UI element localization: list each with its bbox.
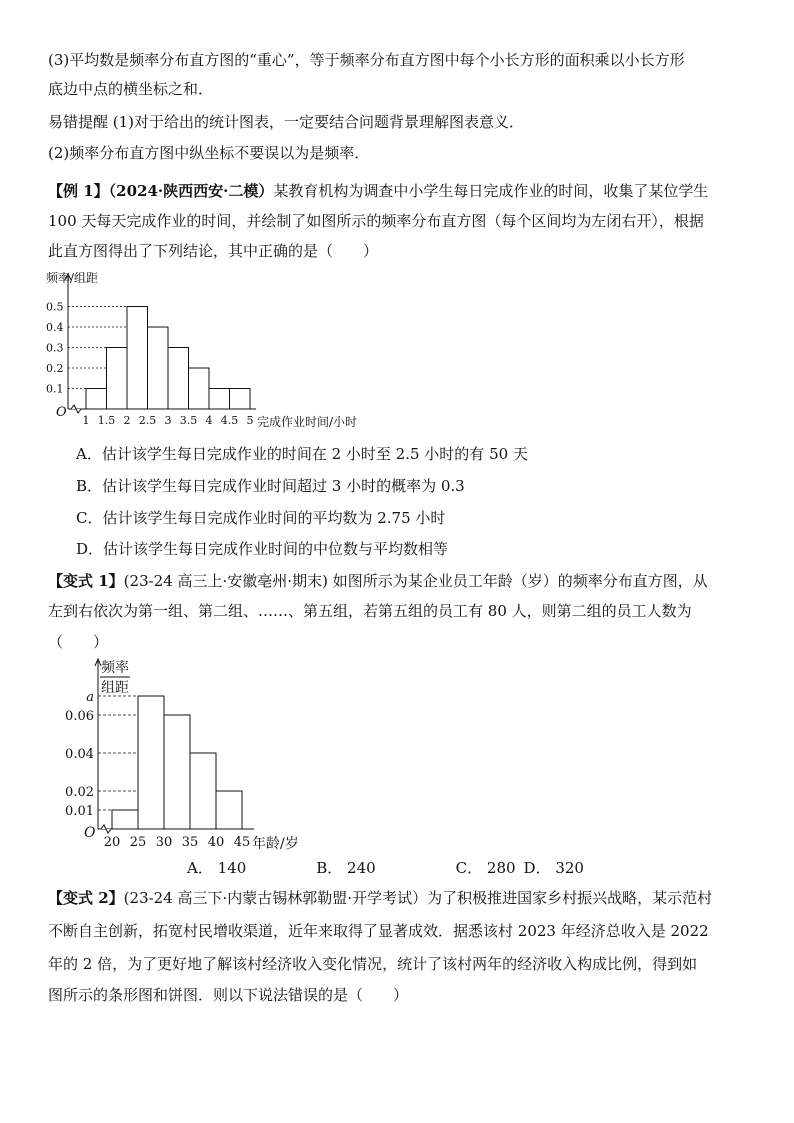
bar-1	[107, 348, 128, 410]
bar-2	[164, 715, 190, 829]
bar-3	[148, 327, 169, 409]
x-tick-label-5: 45	[233, 835, 251, 850]
bar-4	[168, 348, 189, 410]
y-tick-label-1: 0.2	[46, 362, 64, 375]
example1-line-3: 此直方图得出了下列结论，其中正确的是（ ）	[48, 242, 379, 260]
x-tick-label-8: 5	[246, 414, 254, 427]
y-axis-label-numerator: 频率	[101, 660, 129, 676]
variant1-options	[187, 858, 584, 878]
variant1-line-1	[48, 571, 708, 591]
axis-break	[101, 825, 111, 833]
y-tick-label-0: 0.1	[46, 382, 64, 396]
y-axis-label-denominator: 组距	[101, 680, 129, 696]
variant1-tag: 【变式 1】	[48, 572, 124, 590]
bar-7	[230, 389, 251, 410]
variant1-option-b: B． 240	[316, 859, 376, 877]
y-tick-label-0: 0.01	[65, 804, 94, 819]
example1-option-a: A．估计该学生每日完成作业的时间在 2 小时至 2.5 小时的有 50 天	[76, 445, 528, 463]
x-tick-label-1: 1.5	[97, 414, 116, 427]
origin-label: O	[56, 405, 67, 420]
intro-line-1: (3)平均数是频率分布直方图的“重心”，等于频率分布直方图中每个小长方形的面积乘以小长方形	[48, 51, 685, 69]
histogram-employee-age	[40, 655, 320, 855]
bar-1	[138, 696, 164, 829]
example1-text: 某教育机构为调查中小学生每日完成作业的时间，收集了某位学生	[273, 182, 709, 200]
example1-source: （2024·陕西西安·二模）	[108, 182, 274, 200]
x-tick-label-2: 30	[155, 835, 173, 850]
variant1-line-2: 左到右依次为第一组、第二组、……、第五组，若第五组的员工有 80 人，则第二组的员工人数为	[48, 602, 692, 620]
bar-6	[209, 389, 230, 410]
example1-line-1	[48, 181, 708, 201]
bar-3	[190, 753, 216, 829]
y-tick-label-2: 0.3	[46, 341, 64, 355]
variant1-text: (23-24 高三上·安徽亳州·期末) 如图所示为某企业员工年龄（岁）的频率分布直方图，从	[123, 572, 708, 590]
bar-0	[86, 389, 107, 410]
variant1-option-a: A． 140	[187, 859, 247, 877]
x-tick-label-5: 3.5	[179, 414, 198, 427]
example1-option-c: C．估计该学生每日完成作业时间的平均数为 2.75 小时	[76, 509, 446, 527]
x-tick-label-0: 20	[103, 835, 121, 850]
example1-line-2: 100 天每天完成作业的时间，并绘制了如图所示的频率分布直方图（每个区间均为左闭右开），根据	[48, 212, 704, 230]
variant2-text: (23-24 高三下·内蒙古锡林郭勒盟·开学考试）为了积极推进国家乡村振兴战略，某示范村	[123, 889, 713, 907]
variant1-option-d: D． 320	[523, 859, 584, 877]
variant2-line-3: 年的 2 倍，为了更好地了解该村经济收入变化情况，统计了该村两年的经济收入构成比例，得到如	[48, 955, 698, 973]
x-tick-label-1: 25	[129, 835, 147, 850]
variant1-line-3: （ ）	[48, 633, 109, 651]
example1-tag: 【例 1】	[48, 182, 109, 200]
axis-break	[71, 405, 81, 413]
example1-option-b: B．估计该学生每日完成作业时间超过 3 小时的概率为 0.3	[76, 477, 465, 495]
x-tick-label-3: 35	[181, 835, 199, 850]
x-tick-label-4: 40	[207, 835, 225, 850]
x-tick-label-6: 4	[205, 414, 213, 427]
x-tick-label-7: 4.5	[220, 414, 239, 427]
y-tick-label-4: a	[86, 690, 94, 705]
bar-0	[112, 810, 138, 829]
variant2-line-1	[48, 888, 712, 908]
variant2-line-2: 不断自主创新，拓宽村民增收渠道，近年来取得了显著成效．据悉该村 2023 年经济总收入是 2022	[48, 922, 709, 940]
x-tick-label-0: 1	[82, 414, 90, 427]
origin-label: O	[84, 825, 96, 841]
y-tick-label-3: 0.06	[65, 709, 94, 724]
y-tick-label-2: 0.04	[65, 747, 94, 762]
intro-line-2: 底边中点的横坐标之和．	[48, 80, 214, 98]
y-tick-label-1: 0.02	[65, 785, 94, 800]
variant2-line-4: 图所示的条形图和饼图．则以下说法错误的是（ ）	[48, 986, 409, 1004]
y-tick-label-3: 0.4	[46, 321, 64, 334]
bar-5	[189, 368, 210, 409]
x-axis-label: 年龄/岁	[252, 836, 299, 852]
bar-2	[127, 307, 148, 410]
x-tick-label-2: 2	[123, 414, 131, 427]
variant2-tag: 【变式 2】	[48, 889, 124, 907]
y-tick-label-4: 0.5	[46, 300, 64, 314]
histogram-homework-time	[40, 268, 400, 433]
x-tick-label-3: 2.5	[138, 414, 157, 427]
variant1-option-c: C． 280	[455, 859, 516, 877]
y-axis-label: 频率/组距	[46, 271, 99, 285]
bar-4	[216, 791, 242, 829]
intro-line-3: 易错提醒 (1)对于给出的统计图表，一定要结合问题背景理解图表意义．	[48, 113, 525, 131]
example1-option-d: D．估计该学生每日完成作业时间的中位数与平均数相等	[76, 540, 449, 558]
x-tick-label-4: 3	[164, 414, 172, 427]
x-axis-label: 完成作业时间/小时	[257, 415, 358, 429]
intro-line-4: (2)频率分布直方图中纵坐标不要误以为是频率．	[48, 144, 370, 162]
